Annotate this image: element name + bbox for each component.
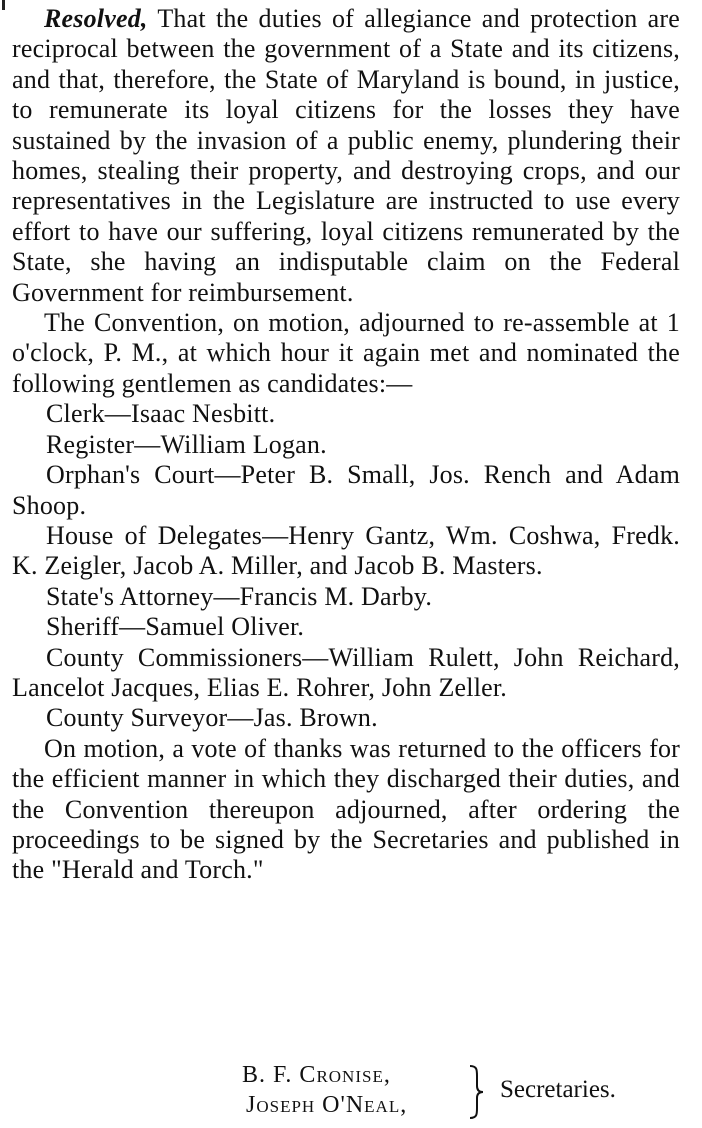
signature-block [232, 1062, 672, 1122]
adjournment-paragraph: The Convention, on motion, adjourned to re-assemble at 1 o'clock, P. M., at which hour it again met and nominated the following gentlemen as candidates:— [12, 308, 680, 398]
column-rule-mark [2, 0, 5, 10]
closing-paragraph: On motion, a vote of thanks was returned to the officers for the efficient manner in which they discharged their duties, and the Convention thereupon adjourned, after ordering the proceedings to be signed by the Secretaries and published in the "Herald and Torch." [12, 733, 680, 885]
nominee-register: Register—William Logan. [46, 429, 327, 459]
nominee-clerk: Clerk—Isaac Nesbitt. [46, 399, 276, 429]
signature-role: Secretaries. [500, 1076, 616, 1103]
nominee-house-of-delegates: House of Delegates—Henry Gantz, Wm. Coshwa, Fredk. K. Zeigler, Jacob A. Miller, and Jacob B. Masters. [12, 520, 680, 581]
resolution-paragraph [12, 4, 680, 308]
curly-brace-icon [466, 1064, 486, 1120]
nominee-county-surveyor: County Surveyor—Jas. Brown. [46, 703, 378, 733]
resolved-lead-word: Resolved, [44, 4, 148, 33]
nominee-states-attorney: State's Attorney—Francis M. Darby. [46, 581, 433, 611]
newspaper-column [12, 4, 680, 886]
signature-name-cronise: B. F. Cronise, [242, 1062, 391, 1088]
signature-name-oneal: Joseph O'Neal, [246, 1092, 408, 1118]
nominee-sheriff: Sheriff—Samuel Oliver. [46, 612, 305, 642]
nominee-orphans-court: Orphan's Court—Peter B. Small, Jos. Rench and Adam Shoop. [12, 460, 680, 520]
nominee-county-commissioners: County Commissioners—William Rulett, John Reichard, Lancelot Jacques, Elias E. Rohrer, John Zeller. [12, 642, 680, 702]
resolution-text: That the duties of allegiance and protection are reciprocal between the government of a State and its citizens, and that, therefore, the State of Maryland is bound, in justice, to remunerate its loyal citizens for the losses they have sustained by the invasion of a public enemy, plundering their homes, stealing their property, and destroying crops, and our representatives in the Legislature are instructed to use every effort to have our suffering, loyal citizens remunerated by the State, she having an indisputable claim on the Federal Government for reimbursement. [12, 4, 680, 307]
